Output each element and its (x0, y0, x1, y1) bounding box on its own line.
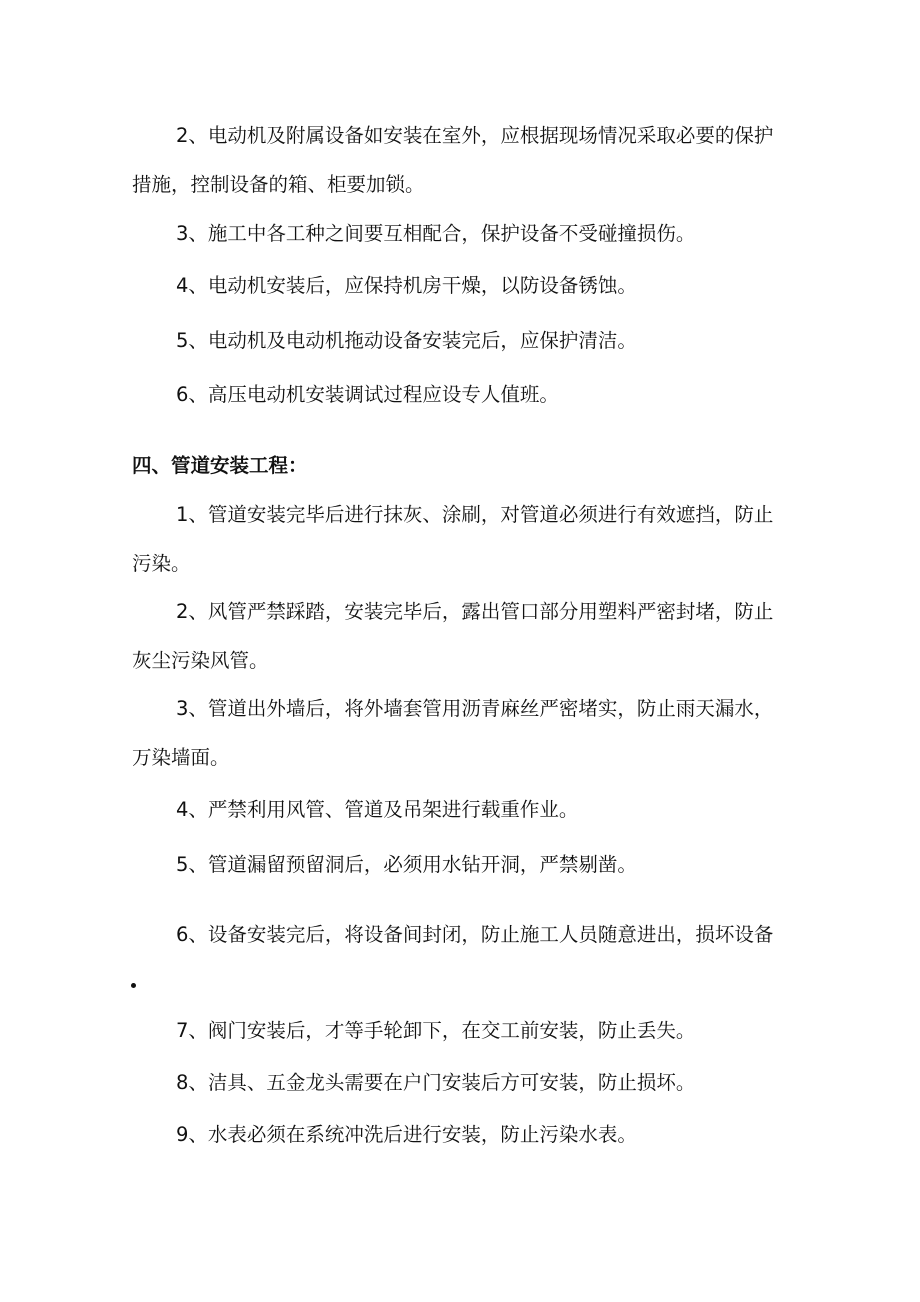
pipe-item-2-line-2: 灰尘污染风管。 (132, 649, 269, 672)
paragraph-item-3: 3、施工中各工种之间要互相配合，保护设备不受碰撞损伤。 (176, 222, 696, 245)
pipe-item-3-line-1: 3、管道出外墙后，将外墙套管用沥青麻丝严密堵实，防止雨天漏水， (176, 697, 774, 720)
pipe-item-9: 9、水表必须在系统冲洗后进行安装，防止污染水表。 (176, 1123, 637, 1146)
pipe-item-1-line-1: 1、管道安装完毕后进行抹灰、涂刷，对管道必须进行有效遮挡，防止 (176, 503, 774, 526)
pipe-item-3-line-2: 万染墙面。 (132, 746, 230, 769)
stray-period-mark (131, 983, 136, 988)
section-heading: 四、管道安装工程： (132, 454, 308, 477)
pipe-item-5: 5、管道漏留预留洞后，必须用水钻开洞，严禁剔凿。 (176, 853, 637, 876)
paragraph-item-2-line-1: 2、电动机及附属设备如安装在室外，应根据现场情况采取必要的保护 (176, 124, 774, 147)
pipe-item-7: 7、阀门安装后，才等手轮卸下，在交工前安装，防止丢失。 (176, 1019, 696, 1042)
paragraph-item-5: 5、电动机及电动机拖动设备安装完后，应保护清洁。 (176, 329, 637, 352)
pipe-item-4: 4、严禁利用风管、管道及吊架进行载重作业。 (176, 798, 579, 821)
pipe-item-8: 8、洁具、五金龙头需要在户门安装后方可安装，防止损坏。 (176, 1071, 696, 1094)
paragraph-item-6: 6、高压电动机安装调试过程应设专人值班。 (176, 383, 559, 406)
paragraph-item-2-line-2: 措施，控制设备的箱、柜要加锁。 (132, 173, 425, 196)
pipe-item-6: 6、设备安装完后，将设备间封闭，防止施工人员随意进出，损坏设备 (176, 923, 774, 946)
paragraph-item-4: 4、电动机安装后，应保持机房干燥，以防设备锈蚀。 (176, 274, 637, 297)
pipe-item-2-line-1: 2、风管严禁踩踏，安装完毕后，露出管口部分用塑料严密封堵，防止 (176, 600, 774, 623)
pipe-item-1-line-2: 污染。 (132, 552, 191, 575)
